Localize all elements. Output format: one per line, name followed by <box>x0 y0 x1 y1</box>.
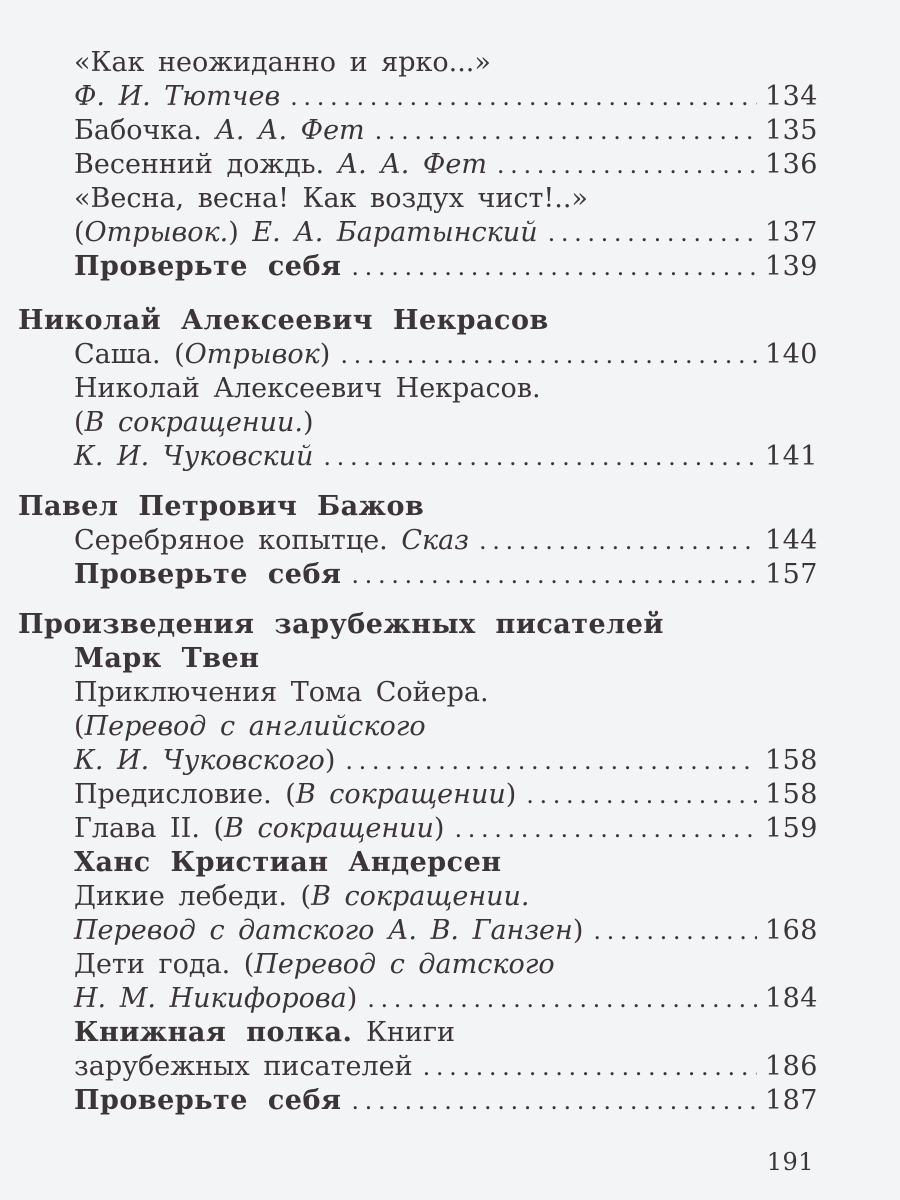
toc-note: Отрывок. <box>84 217 229 248</box>
page-number: 157 <box>764 559 818 590</box>
paren: ) <box>324 745 336 776</box>
toc-entry <box>0 216 900 250</box>
page-number: 144 <box>764 525 818 556</box>
toc-line <box>0 1016 900 1050</box>
page-number: 158 <box>764 745 818 776</box>
leader-dots <box>548 216 757 250</box>
page-number: 187 <box>764 1085 818 1116</box>
leader-dots <box>340 338 757 372</box>
leader-dots <box>423 1050 757 1084</box>
toc-title: Серебряное копытце. <box>74 525 402 556</box>
paren: ) <box>303 407 314 438</box>
author-heading: Марк Твен <box>74 643 260 674</box>
paren: ) <box>505 779 517 810</box>
page-number: 139 <box>764 251 818 282</box>
page-number: 184 <box>764 983 818 1014</box>
toc-line <box>0 948 900 982</box>
toc-entry <box>0 1050 900 1084</box>
leader-dots <box>479 524 757 558</box>
leader-dots <box>290 80 757 114</box>
section-heading: Павел Петрович Бажов <box>18 491 425 522</box>
toc-note: Н. М. Никифорова <box>74 983 347 1014</box>
toc-entry <box>0 80 900 114</box>
toc-author: Е. А. Баратынский <box>252 217 538 248</box>
page-number: 168 <box>764 915 818 946</box>
toc-entry <box>0 440 900 474</box>
leader-dots <box>375 114 757 148</box>
toc-title: «Как неожиданно и ярко...» <box>74 47 491 78</box>
toc-line <box>0 880 900 914</box>
toc-check-yourself: Проверьте себя <box>74 1085 342 1116</box>
page-number: 141 <box>764 441 818 472</box>
toc-entry <box>0 744 900 778</box>
author-heading: Ханс Кристиан Андерсен <box>74 847 502 878</box>
toc-line: Николай Алексеевич Некрасов. <box>74 373 541 404</box>
toc-entry <box>0 982 900 1016</box>
paren: ( <box>74 407 85 438</box>
toc-note: Отрывок <box>184 339 320 370</box>
toc-title: Книги <box>352 1017 456 1048</box>
toc-check-yourself: Проверьте себя <box>74 559 342 590</box>
toc-line <box>0 406 900 440</box>
toc-author: А. А. Фет <box>337 149 487 180</box>
toc-title: зарубежных писателей <box>74 1051 413 1082</box>
toc-note: В сокращении. <box>311 881 530 912</box>
toc-title: Глава II. ( <box>74 813 225 844</box>
toc-entry <box>0 558 900 592</box>
toc-note: Сказ <box>401 525 469 556</box>
toc-author: А. А. Фет <box>215 115 365 146</box>
toc-line: Приключения Тома Сойера. <box>74 677 489 708</box>
page-number: 186 <box>764 1051 818 1082</box>
leader-dots <box>351 558 757 592</box>
leader-dots <box>454 812 756 846</box>
leader-dots <box>497 148 757 182</box>
page-number: 137 <box>764 217 818 248</box>
paren: ) <box>319 339 331 370</box>
section-heading: Произведения зарубежных писателей <box>18 609 664 640</box>
toc-note: Перевод с датского А. В. Ганзен <box>74 915 573 946</box>
toc-title: Весенний дождь. <box>74 149 338 180</box>
toc-title: Бабочка. <box>74 115 216 146</box>
toc-title: Дети года. ( <box>74 949 255 980</box>
page-number: 136 <box>764 149 818 180</box>
leader-dots <box>367 982 757 1016</box>
toc-entry <box>0 1084 900 1118</box>
toc-entry <box>0 914 900 948</box>
paren: ) <box>228 217 253 248</box>
page-number: 135 <box>764 115 818 146</box>
toc-check-yourself: Проверьте себя <box>74 251 342 282</box>
leader-dots <box>351 1084 757 1118</box>
toc-entry <box>0 250 900 284</box>
toc-note: К. И. Чуковского <box>74 745 325 776</box>
toc-entry <box>0 114 900 148</box>
toc-title: Дикие лебеди. ( <box>74 881 312 912</box>
leader-dots <box>323 440 757 474</box>
toc-title: Предисловие. ( <box>74 779 296 810</box>
spacer <box>0 284 900 304</box>
toc-line <box>0 182 900 216</box>
paren: ) <box>433 813 445 844</box>
leader-dots <box>526 778 757 812</box>
toc-note: В сокращении. <box>84 407 304 438</box>
page-number: 158 <box>764 779 818 810</box>
section-heading: Николай Алексеевич Некрасов <box>18 305 549 336</box>
toc-note: Перевод с датского <box>254 949 555 980</box>
toc-entry <box>0 812 900 846</box>
leader-dots <box>351 250 757 284</box>
toc-entry <box>0 148 900 182</box>
paren: ) <box>572 915 584 946</box>
toc-title: «Весна, весна! Как воздух чист!..» <box>74 183 588 214</box>
toc-entry <box>0 778 900 812</box>
page-number: 140 <box>764 339 818 370</box>
leader-dots <box>345 744 757 778</box>
bookshelf-label: Книжная полка. <box>74 1017 353 1048</box>
spacer <box>0 474 900 490</box>
table-of-contents <box>0 46 900 1118</box>
toc-note: В сокращении <box>224 813 434 844</box>
page-number: 134 <box>764 81 818 112</box>
paren: ) <box>346 983 358 1014</box>
toc-entry <box>0 338 900 372</box>
toc-title: Саша. ( <box>74 339 185 370</box>
folio-page-number: 191 <box>766 1148 814 1176</box>
paren: ( <box>74 217 85 248</box>
toc-entry <box>0 524 900 558</box>
toc-line <box>0 710 900 744</box>
spacer <box>0 592 900 608</box>
toc-author: К. И. Чуковский <box>74 441 314 472</box>
toc-note: Перевод с английского <box>84 711 426 742</box>
toc-author: Ф. И. Тютчев <box>74 81 281 112</box>
paren: ( <box>74 711 85 742</box>
toc-note: В сокращении <box>295 779 506 810</box>
leader-dots <box>593 914 757 948</box>
page-number: 159 <box>764 813 818 844</box>
toc-line <box>0 46 900 80</box>
